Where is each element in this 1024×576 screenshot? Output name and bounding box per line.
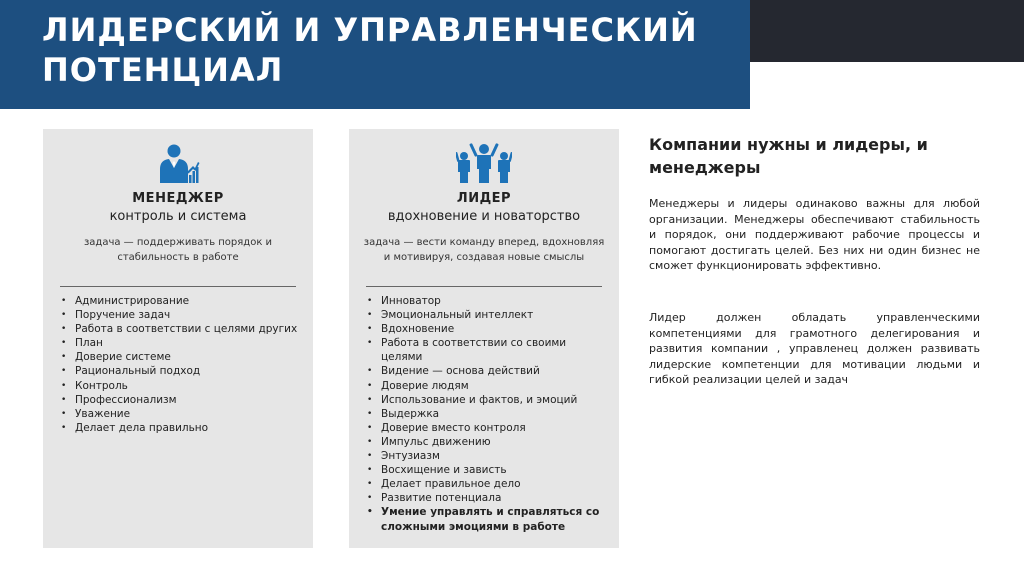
list-item: • План	[61, 336, 303, 350]
list-item: • Уважение	[61, 407, 303, 421]
paragraph-1: Менеджеры и лидеры одинаково важны для любой организации. Менеджеры обеспечивают стабильность и порядок, они поддерживают рабочие процессы и помогают достигать целей. Без них ни один бизнес не сможет функционировать эффективно.	[649, 197, 980, 273]
list-item: • Работа в соответствии с целями других	[61, 322, 303, 336]
title-bar	[0, 0, 750, 109]
leader-card	[349, 129, 619, 548]
list-item: • Инноватор	[367, 294, 609, 308]
list-item: • Доверие людям	[367, 379, 609, 393]
list-item: • Развитие потенциала	[367, 491, 609, 505]
manager-traits-list	[61, 294, 303, 435]
section-heading: Компании нужны и лидеры, и менеджеры	[649, 135, 928, 177]
list-item: • Эмоциональный интеллект	[367, 308, 609, 322]
manager-card	[43, 129, 313, 548]
list-item: • Рациональный подход	[61, 364, 303, 378]
leader-divider	[366, 286, 602, 287]
leader-subtitle: вдохновение и новаторство	[387, 209, 581, 224]
list-item: • Делает дела правильно	[61, 421, 303, 435]
list-item: • Администрирование	[61, 294, 303, 308]
team-cheering-icon	[349, 142, 619, 184]
manager-subtitle: контроль и система	[109, 209, 247, 224]
paragraph-2: Лидер должен обладать управленческими компетенциями для грамотного делегирования и развития компании , управленец должен развивать лидерские компетенции для мотивации людьми и гибкой реализации целей и задач	[649, 311, 980, 387]
manager-divider	[60, 286, 296, 287]
list-item: • Использование и фактов, и эмоций	[367, 393, 609, 407]
list-item: • Делает правильное дело	[367, 477, 609, 491]
leader-task: задача — вести команду вперед, вдохновляя и мотивируя, создавая новые смыслы	[363, 237, 605, 263]
list-item: • Восхищение и зависть	[367, 463, 609, 477]
list-item: • Работа в соответствии со своими целями	[367, 336, 609, 364]
list-item: • Профессионализм	[61, 393, 303, 407]
leader-traits-list	[367, 294, 609, 534]
businessman-chart-icon	[43, 142, 313, 184]
corner-decoration	[750, 0, 1024, 62]
list-item: • Выдержка	[367, 407, 609, 421]
list-item: • Умение управлять и справляться со сложными эмоциями в работе	[367, 505, 609, 533]
list-item: • Видение — основа действий	[367, 364, 609, 378]
list-item: • Доверие вместо контроля	[367, 421, 609, 435]
page-title: ЛИДЕРСКИЙ И УПРАВЛЕНЧЕСКИЙ ПОТЕНЦИАЛ	[42, 11, 698, 89]
list-item: • Доверие системе	[61, 350, 303, 364]
list-item: • Энтузиазм	[367, 449, 609, 463]
manager-title: МЕНЕДЖЕР	[132, 191, 224, 206]
list-item: • Импульс движению	[367, 435, 609, 449]
leader-title: ЛИДЕР	[456, 191, 512, 206]
list-item: • Вдохновение	[367, 322, 609, 336]
list-item: • Контроль	[61, 379, 303, 393]
manager-task: задача — поддерживать порядок и стабильность в работе	[83, 237, 273, 263]
list-item: • Поручение задач	[61, 308, 303, 322]
